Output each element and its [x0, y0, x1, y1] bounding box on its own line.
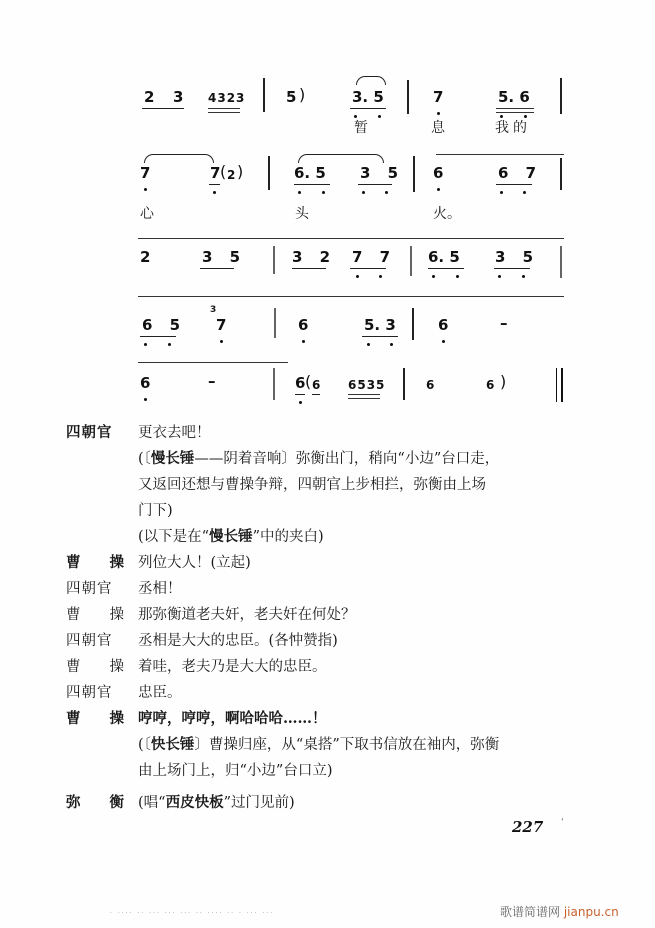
score-line-1 [138, 84, 558, 144]
low-dot [144, 343, 147, 346]
dialogue-text: 列位大人！(立起) [138, 555, 251, 571]
note: 7 [433, 88, 444, 106]
dialogue-text: 着哇，老夫乃是大大的忠臣。 [138, 659, 327, 675]
note: 6 [298, 316, 309, 334]
stage-text: ”过门见前) [223, 795, 295, 811]
underline [358, 184, 392, 185]
dialogue-line [66, 602, 566, 628]
low-dot [523, 191, 526, 194]
stage-text: 又返回还想与曹操争辩，四朝官上步相拦，弥衡由上场 [138, 477, 486, 493]
note: 6 [312, 378, 322, 392]
barline [560, 78, 562, 114]
low-dot [500, 115, 503, 118]
underline [428, 268, 464, 269]
role-char: 曹 [66, 607, 81, 623]
dialogue-text: 忠臣。 [138, 685, 182, 701]
open-paren: ( [220, 162, 227, 181]
dialogue-line [66, 420, 566, 446]
percussion-cue: 慢长锤 [209, 528, 253, 545]
scan-mark: ' [561, 818, 564, 828]
barline [403, 368, 405, 400]
note: 6 [433, 164, 444, 182]
dialogue-text: 丞相是大大的忠臣。(各忡赞指) [138, 633, 338, 649]
note: 2 [140, 248, 151, 266]
low-dot [378, 115, 381, 118]
low-dot [432, 275, 435, 278]
dialogue-text: 丞相！ [138, 581, 182, 597]
low-dot [322, 191, 325, 194]
role-char: 操 [109, 659, 124, 675]
low-dot [298, 191, 301, 194]
watermark [500, 903, 619, 920]
slur [356, 76, 386, 85]
note-group: 6535 [348, 378, 386, 392]
lyric: 头 [295, 206, 309, 222]
low-dot [500, 191, 503, 194]
note: 3. 5 [352, 88, 384, 106]
note: 6 [140, 374, 151, 392]
underline [140, 336, 176, 337]
role-char: 操 [109, 710, 124, 727]
dialogue-line [66, 628, 566, 654]
barline [268, 156, 270, 190]
dialogue-line [66, 790, 566, 816]
low-dot [379, 275, 382, 278]
role-char: 操 [109, 607, 124, 623]
note: 6 5 [142, 316, 181, 334]
lyric: 我的 [495, 120, 531, 136]
role-name [66, 790, 124, 816]
low-dot [354, 115, 357, 118]
low-dot [456, 275, 459, 278]
slur [298, 154, 384, 163]
note: 6 [426, 378, 436, 392]
low-dot [168, 343, 171, 346]
aria-type: 西皮快板 [165, 794, 224, 811]
dialogue-line [66, 654, 566, 680]
close-paren: ) [237, 162, 244, 181]
barline [560, 246, 562, 278]
role-char: 曹 [66, 554, 81, 571]
underline [494, 268, 530, 269]
role-name: 四朝官 [66, 424, 113, 441]
double-underline [496, 108, 534, 113]
low-dot [437, 188, 440, 191]
low-dot [498, 275, 501, 278]
low-dot [442, 340, 445, 343]
tie [138, 362, 288, 363]
barline [407, 80, 409, 114]
barline [560, 158, 562, 190]
underline [350, 108, 386, 109]
dialogue-text: 更衣去吧！ [138, 425, 211, 441]
note: 5. 3 [364, 316, 396, 334]
role-char: 曹 [66, 659, 81, 675]
low-dot [144, 188, 147, 191]
role-name: 四朝官 [66, 581, 113, 597]
role-char: 操 [109, 554, 124, 571]
note: 2 [144, 88, 155, 106]
close-paren: ) [299, 85, 306, 104]
tie [138, 296, 564, 297]
close-paren: ) [500, 372, 507, 391]
dialogue-line [66, 576, 566, 602]
stage-text: ”中的夹白) [252, 529, 324, 545]
note: 7 [210, 164, 221, 182]
barline [413, 156, 415, 192]
stage-text: (〔 [138, 451, 151, 467]
lyric: 息 [431, 120, 445, 136]
barline [274, 308, 276, 338]
low-dot [144, 398, 147, 401]
stage-direction [66, 732, 566, 784]
note: 3 [173, 88, 184, 106]
role-name: 四朝官 [66, 633, 113, 649]
underline [350, 268, 386, 269]
watermark-cn: 歌谱简谱网 [500, 905, 561, 919]
low-dot [356, 275, 359, 278]
note: 2 [227, 168, 237, 182]
lyric: 火。 [433, 206, 461, 222]
open-paren: ( [305, 372, 312, 391]
stage-text: (〔 [138, 737, 151, 753]
role-name [66, 654, 124, 680]
underline [209, 184, 220, 185]
underline [142, 108, 184, 109]
note: 6 [438, 316, 449, 334]
stage-text: 〕曹操归座，从“桌搭”下取书信放在袖内，弥衡 [194, 737, 500, 753]
note: 3 5 [495, 248, 534, 266]
low-dot [213, 191, 216, 194]
low-dot [522, 275, 525, 278]
dialogue-text: 哼哼，哼哼，啊哈哈哈……！ [138, 710, 327, 727]
script-dialogue [66, 420, 566, 816]
low-dot [367, 343, 370, 346]
watermark-url: jianpu.cn [563, 905, 619, 919]
note: 7 [140, 164, 151, 182]
tie [436, 154, 564, 155]
note: 5. 6 [498, 88, 530, 106]
double-underline [348, 394, 380, 399]
underline [496, 184, 532, 185]
dash: – [500, 314, 508, 332]
note: 6. 5 [428, 248, 460, 266]
dialogue-line [66, 706, 566, 732]
slur [144, 154, 214, 163]
low-dot [302, 340, 305, 343]
role-name [66, 706, 124, 732]
final-double-barline [556, 368, 563, 402]
page-number: 227 [512, 818, 544, 836]
low-dot [390, 343, 393, 346]
note: 6. 5 [294, 164, 326, 182]
barline [412, 308, 414, 340]
barline [273, 368, 275, 400]
scan-noise: . .... .. ... ... ... .. .... .. . ... ... [110, 908, 275, 915]
underline [292, 268, 326, 269]
note: 6 7 [498, 164, 537, 182]
note: 3 5 [360, 164, 399, 182]
lyric: 心 [140, 206, 154, 222]
low-dot [220, 340, 223, 343]
double-underline [208, 108, 240, 113]
barline [410, 246, 412, 276]
stage-direction [66, 446, 566, 524]
stage-text: (唱“ [138, 795, 166, 811]
score-line-2 [138, 160, 558, 220]
underline [362, 336, 398, 337]
dialogue-line [66, 550, 566, 576]
score-line-3 [138, 236, 558, 296]
stage-text: (以下是在“ [138, 529, 210, 545]
score-line-5 [138, 360, 558, 420]
role-char: 衡 [109, 794, 124, 811]
tie [138, 238, 564, 239]
note: 7 [216, 316, 227, 334]
role-name [66, 550, 124, 576]
underline [295, 394, 305, 395]
stage-text: 门下) [138, 503, 173, 519]
stage-text: 由上场门上，归“小边”台口立) [138, 763, 333, 779]
grace-note: 3 [210, 305, 217, 315]
role-name [66, 602, 124, 628]
note: 5 [286, 88, 297, 106]
role-char: 弥 [66, 794, 81, 811]
barline [273, 246, 275, 274]
note: 6 [295, 374, 306, 392]
low-dot [524, 115, 527, 118]
stage-direction [66, 524, 566, 550]
role-char: 曹 [66, 710, 81, 727]
note: 6 [486, 378, 496, 392]
dialogue-line [66, 680, 566, 706]
percussion-cue: 快长锤 [150, 736, 195, 753]
role-name: 四朝官 [66, 685, 113, 701]
dash: – [208, 372, 216, 390]
dialogue-text [138, 790, 566, 816]
low-dot [385, 191, 388, 194]
underline [200, 268, 234, 269]
low-dot [362, 191, 365, 194]
note: 3 5 [202, 248, 241, 266]
note: 7 7 [352, 248, 391, 266]
dialogue-text: 那弥衡道老夫奸，老夫奸在何处？ [138, 607, 356, 623]
underline [294, 184, 330, 185]
barline [263, 78, 265, 112]
note-group: 4323 [208, 91, 246, 105]
low-dot [437, 112, 440, 115]
low-dot [299, 401, 302, 404]
note: 3 2 [292, 248, 331, 266]
score-line-4 [138, 294, 558, 354]
lyric: 暂 [354, 120, 368, 136]
underline [312, 394, 320, 395]
percussion-cue: 慢长锤 [150, 450, 195, 467]
stage-text: ——阴着音响〕弥衡出门，稍向“小边”台口走， [194, 451, 500, 467]
